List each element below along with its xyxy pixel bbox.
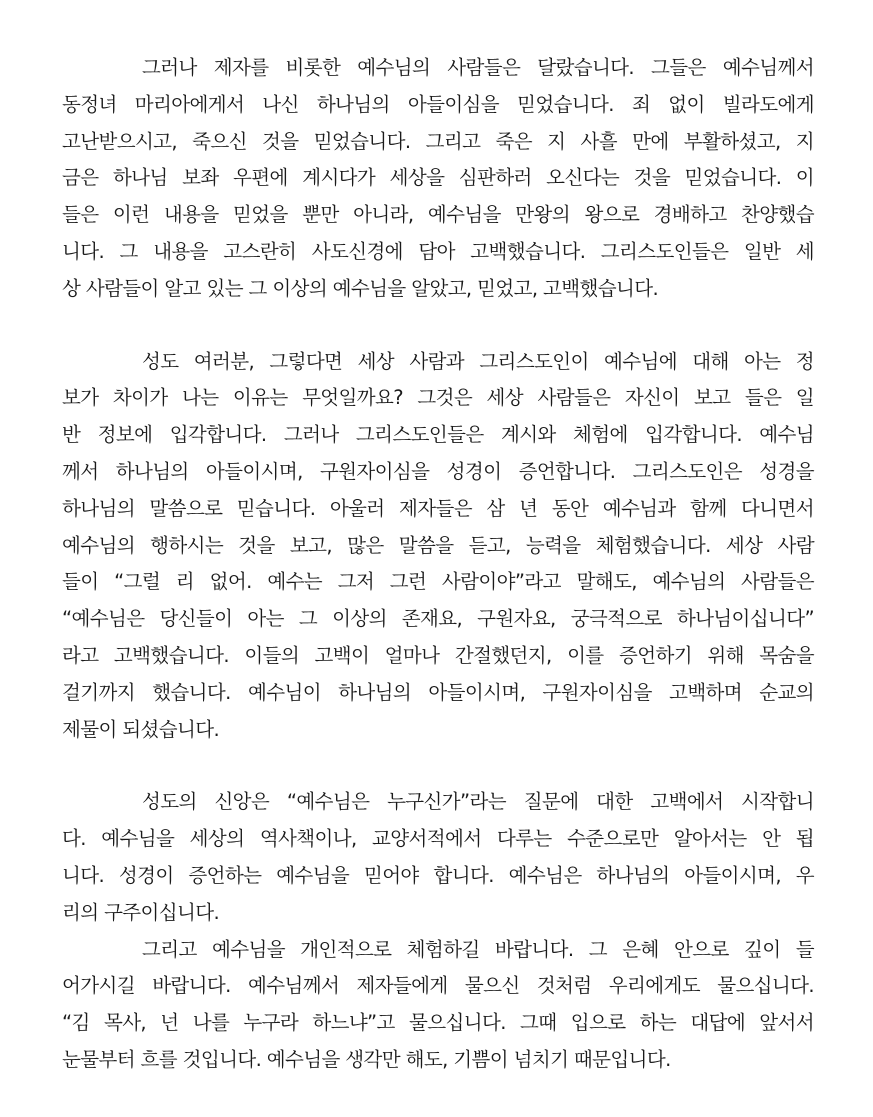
text-line: 눈물부터 흐를 것입니다. 예수님을 생각만 해도, 기쁨이 넘치기 때문입니다. xyxy=(62,1047,671,1071)
text-line: 상 사람들이 알고 있는 그 이상의 예수님을 알았고, 믿었고, 고백했습니다. xyxy=(62,276,659,300)
text-line: 어가시길 바랍니다. 예수님께서 제자들에게 물으신 것처럼 우리에게도 물으십니다. xyxy=(62,974,814,998)
text-line: 걸기까지 했습니다. 예수님이 하나님의 아들이시며, 구원자이심을 고백하며 순교의 xyxy=(62,680,814,704)
text-line: 고난받으시고, 죽으신 것을 믿었습니다. 그리고 죽은 지 사흘 만에 부활하셨고, 지 xyxy=(62,129,814,153)
text-line: 들은 이런 내용을 믿었을 뿐만 아니라, 예수님을 만왕의 왕으로 경배하고 찬양했습 xyxy=(62,203,814,227)
paragraph-gap xyxy=(62,748,814,784)
text-line: 예수님의 행하시는 것을 보고, 많은 말씀을 듣고, 능력을 체험했습니다. 세상 사람 xyxy=(62,533,814,557)
paragraph-1 xyxy=(62,50,814,308)
text-line: 리의 구주이십니다. xyxy=(62,900,220,924)
text-line: 하나님의 말씀으로 믿습니다. 아울러 제자들은 삼 년 동안 예수님과 함께 다니면서 xyxy=(62,496,814,520)
text-line: 니다. 성경이 증언하는 예수님을 믿어야 합니다. 예수님은 하나님의 아들이시며, 우 xyxy=(62,863,814,887)
text-line: 그러나 제자를 비롯한 예수님의 사람들은 달랐습니다. 그들은 예수님께서 xyxy=(142,56,814,79)
text-line: “예수님은 당신들이 아는 그 이상의 존재요, 구원자요, 궁극적으로 하나님이십니다” xyxy=(62,607,814,631)
paragraph-gap xyxy=(62,308,814,344)
paragraph-2 xyxy=(62,344,814,749)
text-line: 제물이 되셨습니다. xyxy=(62,717,220,741)
text-line: 성도 여러분, 그렇다면 세상 사람과 그리스도인이 예수님에 대해 아는 정 xyxy=(142,349,814,373)
text-line: 그리고 예수님을 개인적으로 체험하길 바랍니다. 그 은혜 안으로 깊이 들 xyxy=(142,937,814,961)
text-line: 라고 고백했습니다. 이들의 고백이 얼마나 간절했던지, 이를 증언하기 위해 목숨을 xyxy=(62,643,814,667)
text-line: 보가 차이가 나는 이유는 무엇일까요? 그것은 세상 사람들은 자신이 보고 들은 일 xyxy=(62,386,814,410)
text-line: 들이 “그럴 리 없어. 예수는 그저 그런 사람이야”라고 말해도, 예수님의 사람들은 xyxy=(62,570,814,594)
document-page xyxy=(62,50,814,1079)
paragraph-3 xyxy=(62,784,814,931)
paragraph-4 xyxy=(62,932,814,1079)
text-line: 금은 하나님 보좌 우편에 계시다가 세상을 심판하러 오신다는 것을 믿었습니다. 이 xyxy=(62,166,814,190)
text-line: “김 목사, 넌 나를 누구라 하느냐”고 물으십니다. 그때 입으로 하는 대답에 앞서서 xyxy=(62,1011,814,1035)
text-line: 다. 예수님을 세상의 역사책이나, 교양서적에서 다루는 수준으로만 알아서는 안 됩 xyxy=(62,827,814,851)
text-line: 반 정보에 입각합니다. 그러나 그리스도인들은 계시와 체험에 입각합니다. 예수님 xyxy=(62,423,814,447)
text-line: 동정녀 마리아에게서 나신 하나님의 아들이심을 믿었습니다. 죄 없이 빌라도에게 xyxy=(62,92,814,116)
text-line: 성도의 신앙은 “예수님은 누구신가”라는 질문에 대한 고백에서 시작합니 xyxy=(142,790,814,814)
text-line: 께서 하나님의 아들이시며, 구원자이심을 성경이 증언합니다. 그리스도인은 성경을 xyxy=(62,459,814,483)
text-line: 니다. 그 내용을 고스란히 사도신경에 담아 고백했습니다. 그리스도인들은 일반 세 xyxy=(62,239,814,263)
